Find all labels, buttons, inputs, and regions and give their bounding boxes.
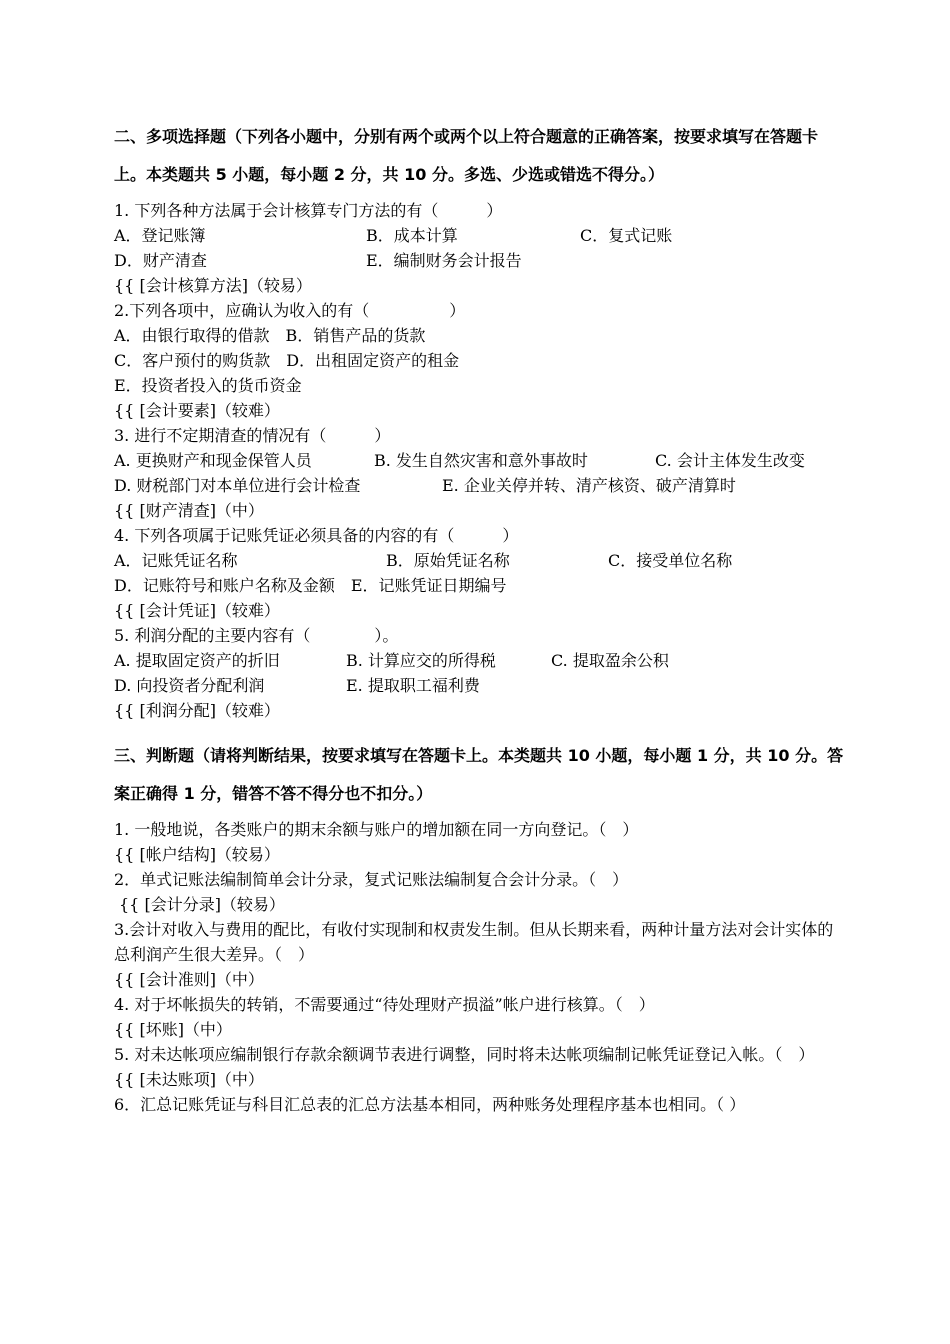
question-text: 4. 对于坏帐损失的转销，不需要通过“待处理财产损溢”帐户进行核算。（ ） (114, 995, 655, 1014)
exam-page (114, 118, 844, 1117)
option-b: B．成本计算 (366, 226, 458, 245)
option-a: A. 更换财产和现金保管人员 (114, 451, 312, 470)
options-row (114, 248, 844, 273)
question-tag: {{ [未达账项]（中） (114, 1070, 264, 1089)
question-1 (114, 198, 844, 298)
tf-question-1 (114, 817, 844, 867)
question-tag: {{ [帐户结构]（较易） (114, 845, 280, 864)
question-2 (114, 298, 844, 423)
option-d: D．财产清查 (114, 251, 207, 270)
section-heading: 二、多项选择题（下列各小题中，分别有两个或两个以上符合题意的正确答案，按要求填写在答题卡上。本类题共 5 小题，每小题 2 分，共 10 分。多选、少选或错选不得分。） (114, 127, 819, 184)
option-e: E. 提取职工福利费 (346, 676, 480, 695)
option-c: C. 提取盈余公积 (551, 651, 669, 670)
question-text: 5. 对未达帐项应编制银行存款余额调节表进行调整，同时将未达帐项编制记帐凭证登记入帐。（ ） (114, 1045, 815, 1064)
option-b: B．原始凭证名称 (386, 551, 510, 570)
option-c: C．复式记账 (580, 226, 673, 245)
option-c: C．接受单位名称 (608, 551, 733, 570)
question-3 (114, 423, 844, 523)
question-tag: {{ [会计凭证]（较难） (114, 601, 280, 620)
option-c: C. 会计主体发生改变 (655, 451, 805, 470)
options-row: D．记账符号和账户名称及金额 E．记账凭证日期编号 (114, 576, 507, 595)
question-text: 6．汇总记账凭证与科目汇总表的汇总方法基本相同，两种账务处理程序基本也相同。（ ） (114, 1095, 746, 1114)
options-row: C．客户预付的购货款 D．出租固定资产的租金 (114, 351, 460, 370)
options-row: A．由银行取得的借款 B．销售产品的货款 (114, 326, 426, 345)
tf-question-4 (114, 992, 844, 1042)
option-d: D. 财税部门对本单位进行会计检查 (114, 476, 361, 495)
question-tag: {{ [会计分录]（较易） (119, 895, 285, 914)
options-row (114, 473, 844, 498)
option-d: D. 向投资者分配利润 (114, 676, 265, 695)
options-row (114, 648, 844, 673)
options-row (114, 673, 844, 698)
option-e: E．编制财务会计报告 (366, 251, 522, 270)
options-row: E．投资者投入的货币资金 (114, 376, 302, 395)
question-tag: {{ [会计准则]（中） (114, 970, 264, 989)
question-text: 1. 一般地说，各类账户的期末余额与账户的增加额在同一方向登记。（ ） (114, 820, 639, 839)
option-b: B. 计算应交的所得税 (346, 651, 496, 670)
options-row (114, 448, 844, 473)
question-text: 2．单式记账法编制简单会计分录，复式记账法编制复合会计分录。（ ） (114, 870, 629, 889)
question-stem: 5. 利润分配的主要内容有（ ）。 (114, 626, 399, 645)
section-heading: 三、判断题（请将判断结果，按要求填写在答题卡上。本类题共 10 小题，每小题 1 分，共 10 分。答案正确得 1 分，错答不答不得分也不扣分。） (114, 746, 844, 803)
question-stem: 4. 下列各项属于记账凭证必须具备的内容的有（ ） (114, 526, 519, 545)
question-stem: 1. 下列各种方法属于会计核算专门方法的有（ ） (114, 201, 503, 220)
option-a: A．记账凭证名称 (114, 551, 238, 570)
question-4 (114, 523, 844, 623)
section-multiple-choice (114, 118, 844, 723)
question-tag: {{ [会计要素]（较难） (114, 401, 280, 420)
option-e: E. 企业关停并转、清产核资、破产清算时 (442, 476, 736, 495)
option-b: B. 发生自然灾害和意外事故时 (374, 451, 588, 470)
question-tag: {{ [财产清查]（中） (114, 501, 264, 520)
question-text: 3.会计对收入与费用的配比，有收付实现制和权责发生制。但从长期来看，两种计量方法对会计实体的总利润产生很大差异。（ ） (114, 920, 834, 964)
tf-question-3 (114, 917, 844, 992)
question-tag: {{ [会计核算方法]（较易） (114, 276, 312, 295)
question-stem: 3. 进行不定期清查的情况有（ ） (114, 426, 391, 445)
options-row (114, 548, 844, 573)
tf-question-2 (114, 867, 844, 917)
option-a: A. 提取固定资产的折旧 (114, 651, 280, 670)
tf-question-6 (114, 1092, 844, 1117)
question-5 (114, 623, 844, 723)
tf-question-5 (114, 1042, 844, 1092)
question-tag: {{ [利润分配]（较难） (114, 701, 280, 720)
options-row (114, 223, 844, 248)
question-stem: 2.下列各项中，应确认为收入的有（ ） (114, 301, 466, 320)
section-true-false (114, 737, 844, 1117)
question-tag: {{ [坏账]（中） (114, 1020, 232, 1039)
option-a: A．登记账簿 (114, 226, 206, 245)
